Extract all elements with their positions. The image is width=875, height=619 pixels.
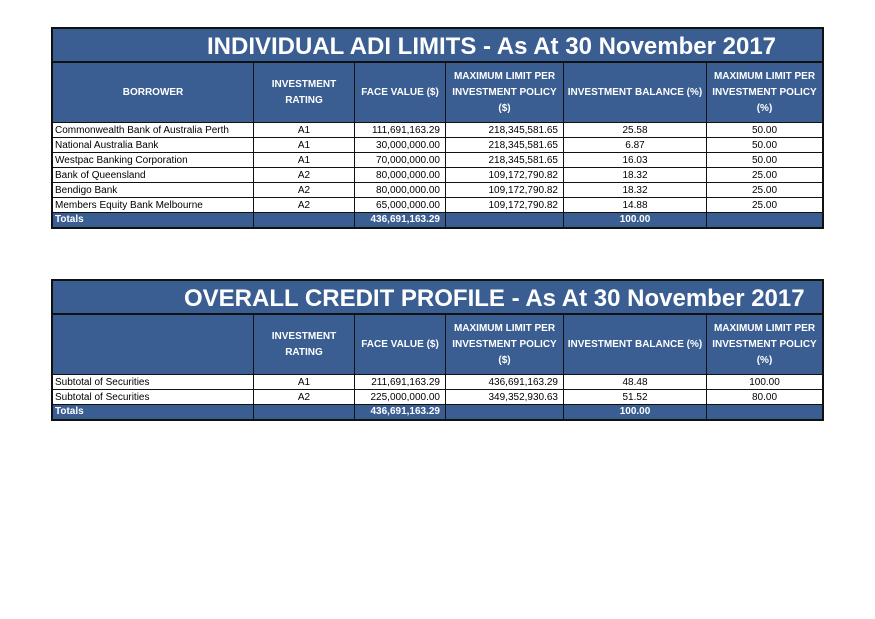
borrower-cell: National Australia Bank [53,138,254,152]
totals-label: Totals [53,213,254,227]
balance-cell: 14.88 [564,198,707,212]
max-limit-cell: 218,345,581.65 [446,138,564,152]
balance-cell: 51.52 [564,390,707,404]
rating-cell: A2 [254,183,355,197]
max-limit-cell: 349,352,930.63 [446,390,564,404]
balance-cell: 48.48 [564,375,707,389]
borrower-cell: Members Equity Bank Melbourne [53,198,254,212]
max-pct-cell: 100.00 [749,377,780,388]
totals-rating [254,213,355,227]
balance-cell: 16.03 [564,153,707,167]
header-borrower [53,315,254,374]
totals-face-value: 436,691,163.29 [355,405,446,419]
max-limit-cell: 436,691,163.29 [446,375,564,389]
header-max-limit: MAXIMUM LIMIT PER INVESTMENT POLICY ($) [446,63,564,122]
max-limit-cell: 109,172,790.82 [446,198,564,212]
borrower-cell: Subtotal of Securities [53,390,254,404]
max-pct-cell: 25.00 [751,185,778,196]
borrower-cell: Bendigo Bank [53,183,254,197]
max-pct-cell: 80.00 [751,392,778,403]
rating-cell: A1 [254,153,355,167]
table-row [53,123,822,138]
totals-row [53,405,822,419]
balance-cell: 25.58 [564,123,707,137]
face-value-cell: 80,000,000.00 [355,183,446,197]
rating-cell: A1 [254,123,355,137]
table-row [53,183,822,198]
adi-limits-title: INDIVIDUAL ADI LIMITS - As At 30 November 2017 [53,29,822,63]
table-row [53,390,822,405]
credit-profile-title: OVERALL CREDIT PROFILE - As At 30 November 2017 [53,281,822,315]
max-limit-cell: 109,172,790.82 [446,183,564,197]
face-value-cell: 111,691,163.29 [355,123,446,137]
rating-cell: A2 [254,168,355,182]
borrower-cell: Subtotal of Securities [53,375,254,389]
borrower-cell: Westpac Banking Corporation [53,153,254,167]
rating-cell: A1 [254,375,355,389]
header-balance: INVESTMENT BALANCE (%) [564,63,707,122]
header-face-value: FACE VALUE ($) [355,315,446,374]
max-pct-cell: 50.00 [751,140,778,151]
header-face-value: FACE VALUE ($) [355,63,446,122]
balance-cell: 18.32 [564,183,707,197]
header-balance: INVESTMENT BALANCE (%) [564,315,707,374]
totals-max-limit [446,405,564,419]
header-max-pct: MAXIMUM LIMIT PER INVESTMENT POLICY (%) [712,70,817,114]
totals-row [53,213,822,227]
rating-cell: A1 [254,138,355,152]
totals-max-limit [446,213,564,227]
face-value-cell: 30,000,000.00 [355,138,446,152]
header-rating: INVESTMENT RATING [254,315,355,374]
totals-face-value: 436,691,163.29 [355,213,446,227]
credit-profile-header-row [53,315,822,375]
adi-limits-header-row [53,63,822,123]
totals-balance: 100.00 [564,213,707,227]
face-value-cell: 211,691,163.29 [355,375,446,389]
face-value-cell: 225,000,000.00 [355,390,446,404]
table-row [53,198,822,213]
totals-rating [254,405,355,419]
face-value-cell: 70,000,000.00 [355,153,446,167]
header-max-limit: MAXIMUM LIMIT PER INVESTMENT POLICY ($) [446,315,564,374]
credit-profile-table [51,279,824,421]
max-pct-cell: 50.00 [751,155,778,166]
totals-balance: 100.00 [564,405,707,419]
max-limit-cell: 218,345,581.65 [446,123,564,137]
borrower-cell: Bank of Queensland [53,168,254,182]
header-borrower: BORROWER [53,63,254,122]
totals-label: Totals [53,405,254,419]
adi-limits-table [51,27,824,229]
borrower-cell: Commonwealth Bank of Australia Perth [53,123,254,137]
totals-max-pct [707,405,822,419]
face-value-cell: 65,000,000.00 [355,198,446,212]
max-pct-cell: 25.00 [751,170,778,181]
header-rating: INVESTMENT RATING [254,63,355,122]
rating-cell: A2 [254,198,355,212]
max-pct-cell: 25.00 [751,200,778,211]
max-limit-cell: 218,345,581.65 [446,153,564,167]
table-row [53,375,822,390]
max-pct-cell: 50.00 [751,125,778,136]
max-limit-cell: 109,172,790.82 [446,168,564,182]
rating-cell: A2 [254,390,355,404]
table-row [53,138,822,153]
balance-cell: 18.32 [564,168,707,182]
header-max-pct: MAXIMUM LIMIT PER INVESTMENT POLICY (%) [712,322,817,366]
balance-cell: 6.87 [564,138,707,152]
table-row [53,153,822,168]
totals-max-pct [707,213,822,227]
face-value-cell: 80,000,000.00 [355,168,446,182]
table-row [53,168,822,183]
